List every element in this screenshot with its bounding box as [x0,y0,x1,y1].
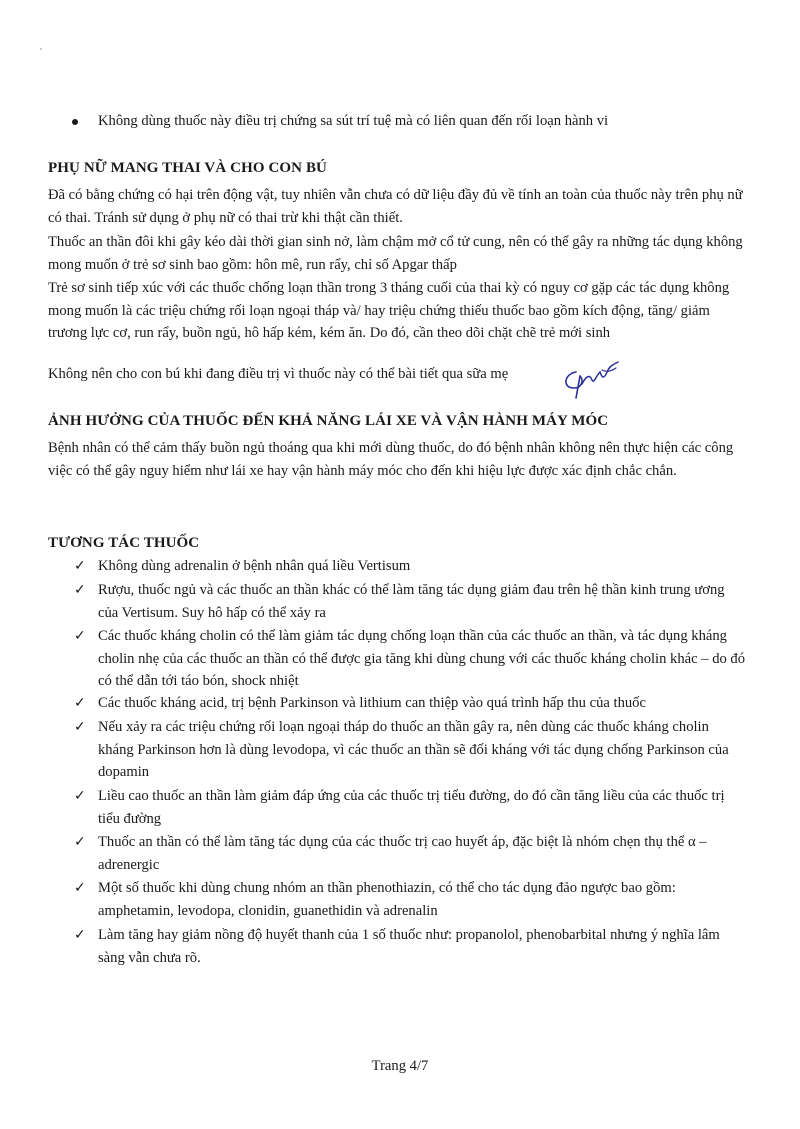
checkmark-icon: ✓ [74,582,86,598]
interaction-item-7: Thuốc an thần có thể làm tăng tác dụng của các thuốc trị cao huyết áp, đặc biệt là nhóm chẹn thụ thể α – adrenergic [98,834,707,873]
interaction-item-1: Không dùng adrenalin ở bệnh nhân quá liều Vertisum [98,558,411,574]
driving-paragraph: Bệnh nhân có thể cảm thấy buồn ngủ thoáng qua khi mới dùng thuốc, do đó bệnh nhân không nên thực hiện các công việc có thể gây nguy hiểm như lái xe hay vận hành máy móc cho đến khi hiệu lực được xác định chắc chắn. [48,440,734,479]
interactions-heading: TƯƠNG TÁC THUỐC [48,535,200,551]
interaction-item-4: Các thuốc kháng acid, trị bệnh Parkinson và lithium can thiệp vào quá trình hấp thu của thuốc [98,695,646,711]
interaction-item-5: Nếu xảy ra các triệu chứng rối loạn ngoại tháp do thuốc an thần gây ra, nên dùng các thuốc kháng cholin kháng Parkinson hơn là dùng levodopa, vì các thuốc an thần sẽ đối kháng với tác dụng chống Parkinson của dopamin [98,719,729,780]
checkmark-icon: ✓ [74,558,86,574]
scan-speck [40,48,42,50]
checkmark-icon: ✓ [74,628,86,644]
checkmark-icon: ✓ [74,927,86,943]
interaction-item-9: Làm tăng hay giảm nồng độ huyết thanh của 1 số thuốc như: propanolol, phenobarbital nhưng ý nghĩa lâm sàng vẫn chưa rõ. [98,927,720,966]
interaction-item-2: Rượu, thuốc ngủ và các thuốc an thần khác có thể làm tăng tác dụng giảm đau trên hệ thần kinh trung ương của Vertisum. Suy hô hấp có thể xảy ra [98,582,725,621]
interaction-item-8: Một số thuốc khi dùng chung nhóm an thần phenothiazin, có thể cho tác dụng đảo ngược bao gồm: amphetamin, levodopa, clonidin, guanethidin và adrenalin [98,880,676,919]
pregnancy-paragraph-1: Đã có bằng chứng có hại trên động vật, tuy nhiên vẫn chưa có dữ liệu đầy đủ về tính an toàn của thuốc này trên phụ nữ có thai. Tránh sử dụng ở phụ nữ có thai trừ khi thật cần thiết. [48,187,743,226]
checkmark-icon: ✓ [74,788,86,804]
pregnancy-paragraph-3: Trẻ sơ sinh tiếp xúc với các thuốc chống loạn thần trong 3 tháng cuối của thai kỳ có nguy cơ gặp các tác dụng không mong muốn là các triệu chứng rối loạn ngoại tháp và/ hay triệu chứng thiếu thuốc bao gồm kích động, tăng/ giảm trương lực cơ, run rẩy, buồn ngủ, hô hấp kém, kém ăn. Do đó, cần theo dõi chặt chẽ trẻ mới sinh [48,280,730,341]
checkmark-icon: ✓ [74,695,86,711]
interaction-item-6: Liều cao thuốc an thần làm giảm đáp ứng của các thuốc trị tiểu đường, do đó cần tăng liều của các thuốc trị tiểu đường [98,788,725,827]
pregnancy-paragraph-4: Không nên cho con bú khi đang điều trị vì thuốc này có thể bài tiết qua sữa mẹ [48,366,509,382]
handwritten-initials-signature [556,358,628,400]
checkmark-icon: ✓ [74,719,86,735]
driving-heading: ẢNH HƯỞNG CỦA THUỐC ĐẾN KHẢ NĂNG LÁI XE VÀ VẬN HÀNH MÁY MÓC [48,413,609,429]
checkmark-icon: ✓ [74,880,86,896]
page-number: Trang 4/7 [371,1058,429,1074]
interaction-item-3: Các thuốc kháng cholin có thể làm giảm tác dụng chống loạn thần của các thuốc an thần, và tác dụng kháng cholin nhẹ của các thuốc an thần có thể được gia tăng khi dùng chung với các thuốc kháng cholin khác – do đó có thể dẫn tới táo bón, shock nhiệt [98,628,746,689]
bullet-icon [72,119,78,125]
pregnancy-heading: PHỤ NỮ MANG THAI VÀ CHO CON BÚ [48,160,327,176]
intro-bullet-text: Không dùng thuốc này điều trị chứng sa sút trí tuệ mà có liên quan đến rối loạn hành vi [98,113,609,129]
pregnancy-paragraph-2: Thuốc an thần đôi khi gây kéo dài thời gian sinh nở, làm chậm mở cổ tử cung, nên có thể gây ra những tác dụng không mong muốn ở trẻ sơ sinh bao gồm: hôn mê, run rẩy, chỉ số Apgar thấp [48,234,743,273]
checkmark-icon: ✓ [74,834,86,850]
